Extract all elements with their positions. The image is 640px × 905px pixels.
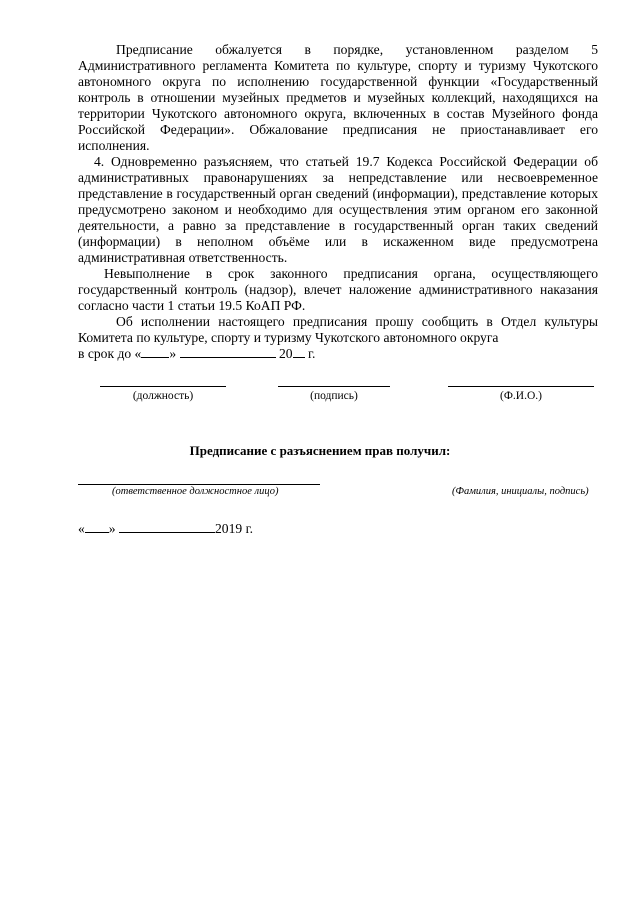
signature-name-label: (Ф.И.О.) <box>500 390 542 402</box>
receipt-day-blank <box>85 521 109 533</box>
receipt-date-line <box>78 521 253 537</box>
deadline-year-blank <box>293 346 305 358</box>
deadline-year: 20 <box>278 346 293 361</box>
deadline-day-blank <box>141 346 169 358</box>
report-request-text: Об исполнении настоящего предписания прошу сообщить в Отдел культуры Комитета по культуре, спорту и туризму Чукотского автономного округа <box>78 314 598 345</box>
receipt-year: 2019 г. <box>215 521 254 536</box>
deadline-line <box>78 346 315 362</box>
signature-name-field <box>448 386 594 416</box>
signature-sign-field <box>278 386 390 416</box>
deadline-middle: » <box>169 346 177 361</box>
receipt-date-open-quote: « <box>78 521 85 536</box>
deadline-prefix: в срок до « <box>78 346 142 361</box>
document-body <box>78 42 598 362</box>
paragraph-penalty: Невыполнение в срок законного предписания органа, осуществляющего государственный контроль (надзор), влечет наложение административного наказания согласно части 1 статьи 19.5 КоАП РФ. <box>78 266 598 313</box>
signature-position-line <box>100 386 226 387</box>
signature-name-line <box>448 386 594 387</box>
signature-sign-line <box>278 386 390 387</box>
received-official-label: (ответственное должностное лицо) <box>112 486 279 497</box>
deadline-suffix: г. <box>304 346 316 361</box>
signature-position-field <box>100 386 226 416</box>
receipt-month-blank <box>119 521 215 533</box>
received-name-label: (Фамилия, инициалы, подпись) <box>452 486 589 497</box>
receipt-date-close-quote: » <box>108 521 116 536</box>
paragraph-report-request <box>78 314 598 362</box>
received-title: Предписание с разъяснением прав получил: <box>189 443 451 458</box>
deadline-month-blank <box>180 346 276 358</box>
received-official-line <box>78 484 320 485</box>
signature-sign-label: (подпись) <box>310 390 358 402</box>
signature-position-label: (должность) <box>132 390 194 402</box>
paragraph-item-4: 4. Одновременно разъясняем, что статьей 19.7 Кодекса Российской Федерации об административных правонарушениях за непредставление или несвоевременное представление в государственный орган сведений (информации), представление которых предусмотрено законом и необходимо для осуществления этим органом его законной деятельности, а равно за представление в государственный орган таких сведений (информации) в неполном объёме или в искаженном виде предусмотрена административная ответственность. <box>78 154 598 265</box>
paragraph-appeal: Предписание обжалуется в порядке, установленном разделом 5 Административного регламента Комитета по культуре, спорту и туризму Чукотского автономного округа по исполнению государственной функции «Государственный контроль в отношении музейных предметов и музейных коллекций, находящихся на территории Чукотского автономного округа, включенных в состав Музейного фонда Российской Федерации». Обжалование предписания не приостанавливает его исполнения. <box>78 42 598 153</box>
